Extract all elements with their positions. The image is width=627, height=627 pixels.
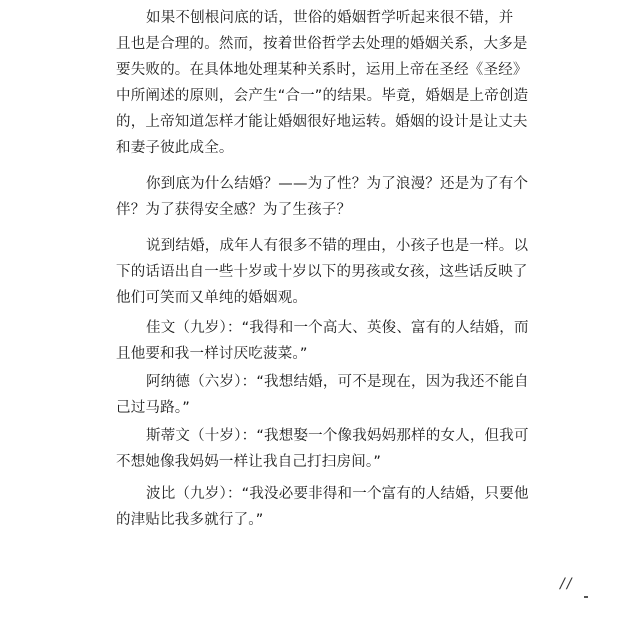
page-dot <box>584 596 588 598</box>
text-line: 中所阐述的原则，会产生“合一”的结果。毕竟，婚姻是上帝创造 <box>116 88 529 104</box>
text-line: 和妻子彼此成全。 <box>116 140 234 156</box>
text-line: 如果不刨根问底的话，世俗的婚姻哲学听起来很不错，并 <box>146 10 514 26</box>
text-line: 的津贴比我多就行了。” <box>116 512 264 528</box>
paragraph-5 <box>116 369 534 421</box>
text-line: 且他要和我一样讨厌吃菠菜。” <box>116 346 308 362</box>
text-line: 不想她像我妈妈一样让我自己打扫房间。” <box>116 454 382 470</box>
paragraph-6 <box>116 423 534 475</box>
paragraph-1 <box>116 5 534 161</box>
paragraph-2 <box>116 171 534 223</box>
text-line: 且也是合理的。然而，按着世俗哲学去处理的婚姻关系，大多是 <box>116 36 528 52</box>
paragraph-3 <box>116 233 534 311</box>
text-line: 下的话语出自一些十岁或十岁以下的男孩或女孩，这些话反映了 <box>116 264 528 280</box>
text-line: 伴？为了获得安全感？为了生孩子？ <box>116 202 352 218</box>
page-mark: // <box>560 576 574 592</box>
paragraph-7 <box>116 481 534 533</box>
text-line: 他们可笑而又单纯的婚姻观。 <box>116 290 308 306</box>
text-line: 佳文（九岁）：“我得和一个高大、英俊、富有的人结婚，而 <box>146 320 529 336</box>
text-line: 的，上帝知道怎样才能让婚姻很好地运转。婚姻的设计是让丈夫 <box>116 114 528 130</box>
text-line: 己过马路。” <box>116 400 190 416</box>
text-line: 你到底为什么结婚？——为了性？为了浪漫？还是为了有个 <box>146 176 529 192</box>
paragraph-4 <box>116 315 534 367</box>
text-line: 要失败的。在具体地处理某种关系时，运用上帝在圣经《圣经》 <box>116 62 528 78</box>
text-line: 说到结婚，成年人有很多不错的理由，小孩子也是一样。以 <box>146 238 529 254</box>
text-line: 斯蒂文（十岁）：“我想娶一个像我妈妈那样的女人，但我可 <box>146 428 529 444</box>
text-line: 波比（九岁）：“我没必要非得和一个富有的人结婚，只要他 <box>146 486 529 502</box>
text-line: 阿纳德（六岁）：“我想结婚，可不是现在，因为我还不能自 <box>146 374 529 390</box>
